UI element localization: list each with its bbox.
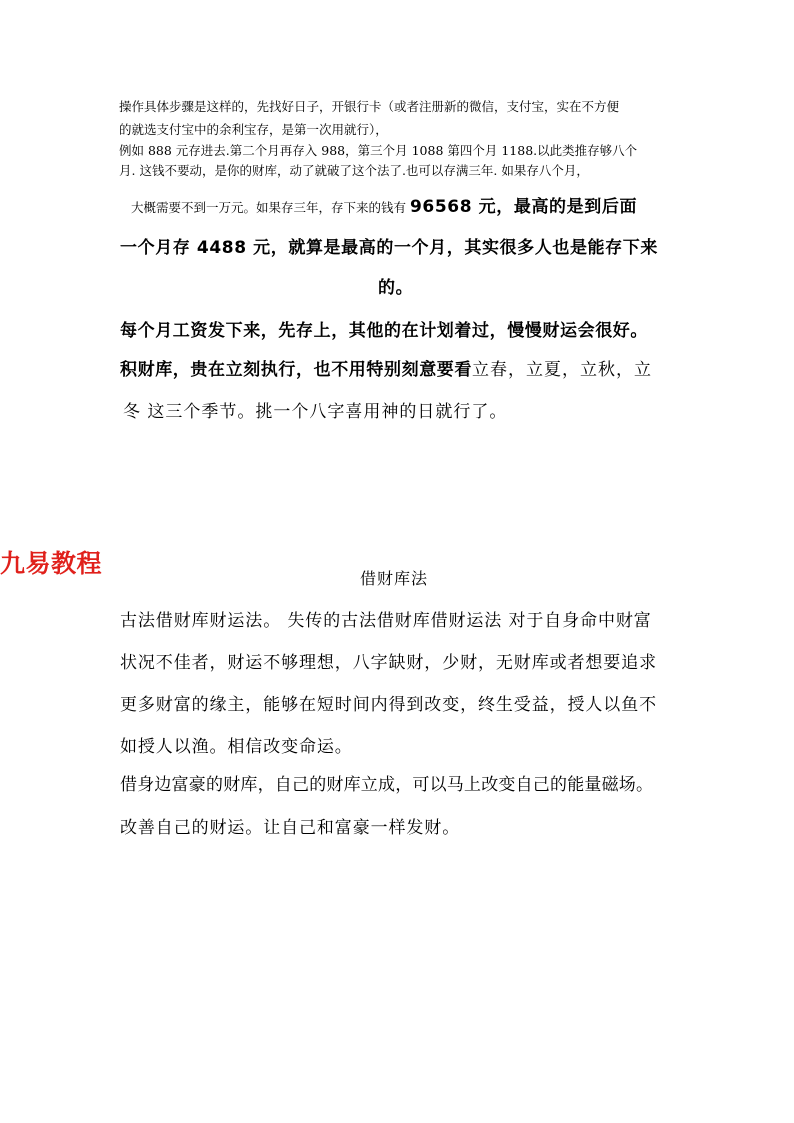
section-line-3: 更多财富的缘主，能够在短时间内得到改变，终生受益，授人以鱼不 bbox=[120, 695, 657, 715]
savings-line-2: 一个月存 4488 元，就算是最高的一个月，其实很多人也是能存下来 bbox=[120, 238, 658, 258]
savings-line-5-plain: 立春，立夏，立秋，立 bbox=[472, 360, 652, 380]
section-line-1: 古法借财库财运法。 失传的古法借财库借财运法 对于自身命中财富 bbox=[120, 611, 652, 631]
savings-line-4: 每个月工资发下来，先存上，其他的在计划着过，慢慢财运会很好。 bbox=[120, 321, 648, 341]
section-line-5: 借身边富豪的财库，自己的财库立成，可以马上改变自己的能量磁场。 bbox=[120, 775, 654, 795]
section-line-4: 如授人以渔。相信改变命运。 bbox=[120, 737, 353, 757]
intro-line-3: 例如 888 元存进去.第二个月再存入 988，第三个月 1088 第四个月 1188.以此类推存够八个 bbox=[119, 143, 638, 158]
savings-line-3: 的。 bbox=[378, 278, 414, 298]
intro-line-4: 月. 这钱不要动，是你的财库，动了就破了这个法了.也可以存满三年. 如果存八个月， bbox=[119, 163, 589, 178]
savings-line-5 bbox=[120, 355, 652, 380]
savings-lead-text: 大概需要不到一万元。如果存三年，存下来的钱有 bbox=[131, 200, 410, 215]
savings-line-1 bbox=[131, 192, 637, 217]
savings-line-5-bold: 积财库，贵在立刻执行，也不用特别刻意要看 bbox=[120, 360, 472, 380]
intro-line-2: 的就选支付宝中的余利宝存，是第一次用就行）， bbox=[119, 122, 388, 137]
savings-bold-amount: 96568 元，最高的是到后面 bbox=[409, 197, 638, 217]
watermark-logo: 九易教程 bbox=[0, 549, 103, 578]
savings-line-6: 冬 这三个季节。挑一个八字喜用神的日就行了。 bbox=[123, 402, 508, 422]
intro-line-1: 操作具体步骤是这样的，先找好日子，开银行卡（或者注册新的微信，支付宝，实在不方便 bbox=[119, 99, 620, 114]
section-title: 借财库法 bbox=[360, 569, 429, 588]
section-line-2: 状况不佳者，财运不够理想，八字缺财，少财，无财库或者想要追求 bbox=[120, 653, 657, 673]
section-line-6: 改善自己的财运。让自己和富豪一样发财。 bbox=[120, 818, 461, 838]
